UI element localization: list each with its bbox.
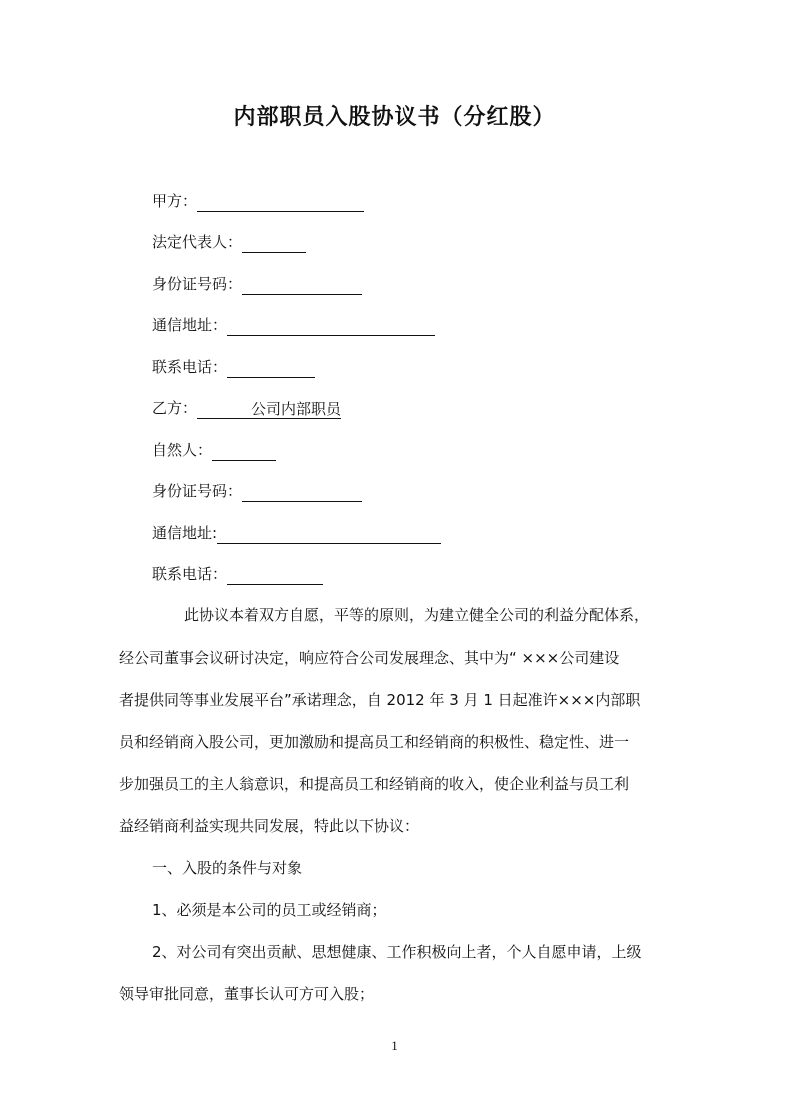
party-a-rep-label: 法定代表人： xyxy=(152,233,243,251)
intro-line: 员和经销商入股公司，更加激励和提高员工和经销商的积极性、稳定性、进一 xyxy=(119,733,630,751)
party-b-name-value: 公司内部职员 xyxy=(251,400,342,418)
list-item-continuation: 领导审批同意，董事长认可方可入股； xyxy=(119,985,375,1003)
intro-line: 步加强员工的主人翁意识，和提高员工和经销商的收入，使企业利益与员工利 xyxy=(119,775,630,793)
list-item: 2、对公司有突出贡献、思想健康、工作积极向上者，个人自愿申请，上级 xyxy=(152,943,642,961)
party-b-id-blank[interactable] xyxy=(242,483,362,502)
party-a-id-label: 身份证号码： xyxy=(152,275,243,293)
party-b-addr-label: 通信地址: xyxy=(152,524,218,542)
party-b-person-field xyxy=(152,439,276,461)
party-a-name-label: 甲方： xyxy=(152,192,198,210)
party-b-id-field xyxy=(152,480,362,502)
party-b-person-label: 自然人： xyxy=(152,441,213,459)
party-a-name-field xyxy=(152,190,364,212)
party-a-phone-field xyxy=(152,356,315,378)
party-a-id-blank[interactable] xyxy=(242,276,362,295)
party-b-addr-field xyxy=(152,522,441,544)
party-b-person-blank[interactable] xyxy=(212,442,276,461)
party-a-addr-blank[interactable] xyxy=(227,317,435,336)
party-b-addr-blank[interactable] xyxy=(217,525,441,544)
intro-line: 此协议本着双方自愿，平等的原则，为建立健全公司的利益分配体系， xyxy=(184,606,650,624)
list-item: 1、必须是本公司的员工或经销商； xyxy=(152,901,387,919)
party-a-name-blank[interactable] xyxy=(197,193,364,212)
party-b-phone-blank[interactable] xyxy=(227,566,323,585)
document-title: 内部职员入股协议书（分红股） xyxy=(233,104,556,130)
section-heading: 一、入股的条件与对象 xyxy=(152,859,303,877)
intro-line: 经公司董事会议研讨决定，响应符合公司发展理念、其中为“ ×××公司建设 xyxy=(119,649,620,667)
party-b-name-field xyxy=(152,397,341,419)
intro-line: 者提供同等事业发展平台”承诺理念，自 2012 年 3 月 1 日起准许×××内部职 xyxy=(119,691,641,709)
party-b-name-blank[interactable] xyxy=(197,400,341,419)
party-b-phone-field xyxy=(152,563,323,585)
party-a-phone-label: 联系电话： xyxy=(152,358,228,376)
party-b-phone-label: 联系电话： xyxy=(152,565,228,583)
party-a-rep-blank[interactable] xyxy=(242,234,306,253)
party-a-rep-field xyxy=(152,231,306,253)
party-a-phone-blank[interactable] xyxy=(227,359,315,378)
party-a-id-field xyxy=(152,273,362,295)
intro-line: 益经销商利益实现共同发展，特此以下协议： xyxy=(119,817,420,835)
party-b-id-label: 身份证号码： xyxy=(152,482,243,500)
party-b-name-label: 乙方： xyxy=(152,399,198,417)
party-a-addr-label: 通信地址： xyxy=(152,316,228,334)
party-a-addr-field xyxy=(152,314,435,336)
page-number: 1 xyxy=(391,1038,398,1053)
